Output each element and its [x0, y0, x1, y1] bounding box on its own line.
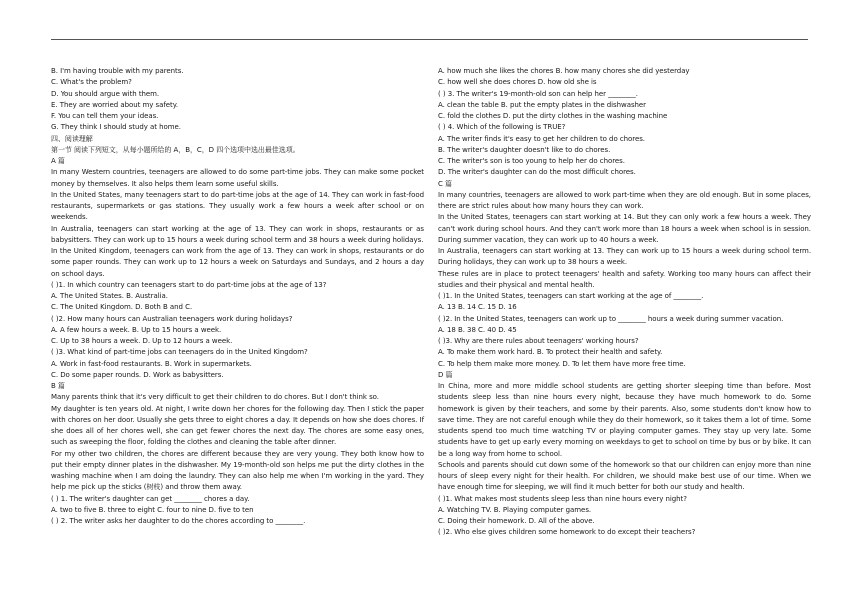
- text-line: ( ) 2. The writer asks her daughter to do the chores according to ________.: [51, 517, 306, 525]
- text-line: ( )1. What makes most students sleep less than nine hours every night?: [438, 494, 687, 503]
- text-line: In Australia, teenagers can start working at 13. They can work up to 15 hours a week during school term. During holidays, they can work up to 38 hours a week.: [438, 247, 811, 267]
- text-line: A. To make them work hard. B. To protect their health and safety.: [438, 348, 663, 357]
- text-line: A. The United States. B. Australia.: [51, 292, 168, 300]
- text-line: C 篇: [438, 179, 452, 188]
- text-line: ( )3. What kind of part-time jobs can teenagers do in the United Kingdom?: [51, 348, 308, 357]
- text-line: C. fold the clothes D. put the dirty clothes in the washing machine: [438, 112, 668, 120]
- text-line: In many Western countries, teenagers are allowed to do some part-time jobs. They can make some pocket money by themselves. It also helps them learn some useful skills.: [51, 168, 424, 188]
- header-rule: [51, 39, 808, 40]
- text-line: E. They are worried about my safety.: [51, 100, 178, 109]
- text-line: A. The writer finds it's easy to get her children to do chores.: [438, 134, 645, 143]
- text-line: In the United Kingdom, teenagers can work from the age of 13. They can work in shops, restaurants or do some paper rounds. They can work up to 12 hours a week on Saturdays and Sundays, and 2 hours a day on school days.: [51, 247, 424, 278]
- text-line: D. The writer's daughter can do the most difficult chores.: [438, 168, 636, 177]
- text-line: ( )2. Who else gives children some homework to do except their teachers?: [438, 528, 696, 537]
- text-line: For my other two children, the chores are different because they are very young. They both know how to put their empty dinner plates in the dishwasher. My 19-month-old son helps me put the dirty clothes in the washing machine when I am doing the laundry. They can also help me when I'm working in the yard. They help me pick up the sticks (树枝) and throw them away.: [51, 449, 424, 492]
- text-line: ( )2. In the United States, teenagers can work up to ________ hours a week during summer vacation.: [438, 314, 784, 323]
- text-line: In many countries, teenagers are allowed to work part-time when they are old enough. But in some places, there are strict rules about how many hours they can work.: [438, 190, 811, 210]
- text-line: In Australia, teenagers can start working at the age of 13. They can work in shops, restaurants or as babysitters. They can work up to 15 hours a week during school term and 38 hours a week during holidays.: [51, 224, 424, 244]
- text-line: D. You should argue with them.: [51, 89, 160, 98]
- text-line: Schools and parents should cut down some of the homework so that our children can enjoy more than nine hours of sleep every night for their health. For children, we should make best use of our time. When we have enough time for sleeping, we will find it much better for both our study and health.: [438, 460, 811, 492]
- text-line: A. Watching TV. B. Playing computer games.: [438, 505, 592, 514]
- text-line: Many parents think that it's very difficult to get their children to do chores. But I don't think so.: [51, 393, 379, 402]
- text-line: ( )3. Why are there rules about teenagers' working hours?: [438, 337, 639, 345]
- text-line: C. Doing their homework. D. All of the above.: [438, 517, 595, 525]
- text-line: ( )2. How many hours can Australian teenagers work during holidays?: [51, 314, 293, 323]
- right-column: [438, 66, 811, 539]
- text-line: C. What's the problem?: [51, 78, 132, 87]
- text-line: D 篇: [438, 370, 453, 379]
- text-line: A. 18 B. 38 C. 40 D. 45: [438, 325, 517, 334]
- text-line: A 篇: [51, 157, 65, 165]
- text-line: G. They think I should study at home.: [51, 123, 181, 132]
- text-line: 四、阅读理解: [51, 134, 93, 143]
- text-line: C. The United Kingdom. D. Both B and C.: [51, 303, 193, 312]
- text-line: A. 13 B. 14 C. 15 D. 16: [438, 303, 517, 312]
- text-line: B. I'm having trouble with my parents.: [51, 67, 184, 75]
- text-line: B 篇: [51, 382, 65, 390]
- text-line: ( ) 4. Which of the following is TRUE?: [438, 123, 566, 132]
- text-line: ( ) 3. The writer's 19-month-old son can help her ________.: [438, 89, 638, 98]
- text-line: B. The writer's daughter doesn't like to do chores.: [438, 145, 611, 154]
- text-line: In the United States, teenagers can start working at 14. But they can only work a few hours a week. They can't work during school hours. And they can't work more than 18 hours a week when school is in session. During summer vacation, they can work up to 40 hours a week.: [438, 213, 811, 244]
- text-line: A. Work in fast-food restaurants. B. Work in supermarkets.: [51, 359, 252, 368]
- text-line: F. You can tell them your ideas.: [51, 112, 159, 120]
- text-line: A. how much she likes the chores B. how many chores she did yesterday: [438, 67, 690, 75]
- text-line: A. clean the table B. put the empty plates in the dishwasher: [438, 100, 647, 109]
- left-column: [51, 66, 424, 527]
- text-line: C. To help them make more money. D. To let them have more free time.: [438, 359, 686, 368]
- text-line: C. how well she does chores D. how old she is: [438, 78, 597, 87]
- text-line: In the United States, many teenagers start to do part-time jobs at the age of 14. They can work in fast-food restaurants, supermarkets or gas stations. They usually work a few hours a week after school or on weekends.: [51, 190, 424, 222]
- text-line: ( )1. In which country can teenagers start to do part-time jobs at the age of 13?: [51, 280, 327, 289]
- text-line: C. Up to 38 hours a week. D. Up to 12 hours a week.: [51, 337, 233, 345]
- text-line: These rules are in place to protect teenagers' health and safety. Working too many hours can affect their studies and their physical and mental health.: [438, 269, 811, 289]
- text-line: In China, more and more middle school students are getting shorter sleeping time than before. Most students sleep less than nine hours every night, because they have much homework to do. Some homework is given by their teachers, and some by their parents. Also, some students don't know how to save time. They are not careful enough while they do their homework, so it takes them a lot of time. Some students spend too much time watching TV or playing computer games. They stay up very late. Some students have to get up early every morning on weekdays to get to school on time by bus or by bike. It can be a long way from home to school.: [438, 382, 811, 458]
- text-line: My daughter is ten years old. At night, I write down her chores for the following day. Then I stick the paper with chores on her door. Usually she gets three to eight chores a day. It depends on how she does chores. If she does all of her chores well, she can get fewer chores the next day. The chores are some easy ones, such as sweeping the floor, folding the clothes and cleaning the table after dinner.: [51, 404, 424, 447]
- text-line: C. The writer's son is too young to help her do chores.: [438, 157, 625, 165]
- text-line: ( ) 1. The writer's daughter can get ________ chores a day.: [51, 494, 250, 503]
- text-line: ( )1. In the United States, teenagers can start working at the age of ________.: [438, 292, 704, 300]
- text-line: A. A few hours a week. B. Up to 15 hours a week.: [51, 325, 222, 334]
- text-line: C. Do some paper rounds. D. Work as babysitters.: [51, 370, 224, 379]
- text-line: A. two to five B. three to eight C. four to nine D. five to ten: [51, 505, 254, 514]
- text-line: 第一节 阅读下列短文，从每小题所给的 A，B，C，D 四个选项中选出最佳选项。: [51, 145, 300, 154]
